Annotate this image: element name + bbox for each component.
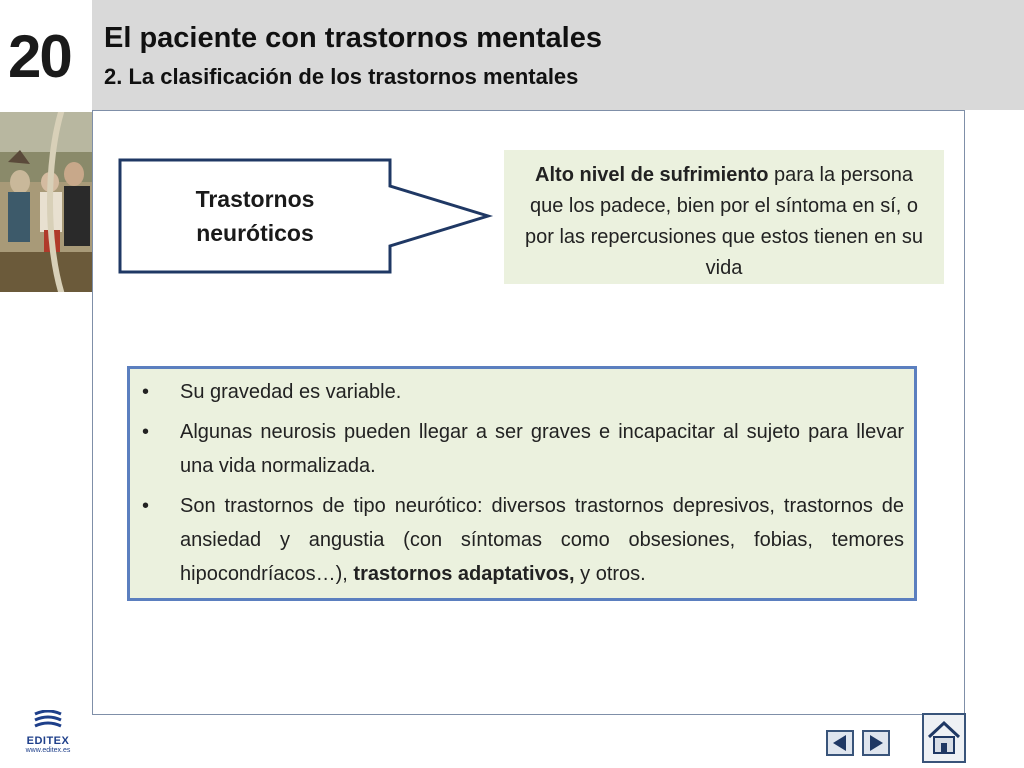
triangle-right-icon xyxy=(864,732,888,754)
description-box xyxy=(504,150,944,284)
concept-label-line1: Trastornos xyxy=(195,186,315,212)
bullet-list xyxy=(140,375,904,591)
description-text: para la persona que los padece, bien por el síntoma en sí, o por las repercusiones que estos tienen en su vida xyxy=(524,164,924,279)
bullet-text-3b: y otros. xyxy=(574,563,646,585)
editex-logo-icon xyxy=(31,710,65,728)
next-slide-button[interactable] xyxy=(862,730,890,756)
page-subtitle: 2. La clasificación de los trastornos mentales xyxy=(104,64,579,89)
bullet-text-1: Su gravedad es variable. xyxy=(180,381,402,403)
bullet-text-2: Algunas neurosis pueden llegar a ser graves e incapacitar al sujeto para llevar una vida normalizada. xyxy=(180,421,904,477)
editex-logo xyxy=(18,710,78,754)
house-icon xyxy=(924,715,964,761)
bullet-marker: • xyxy=(142,421,150,443)
painting-thumbnail xyxy=(0,112,92,292)
bullet-box xyxy=(127,366,917,601)
concept-label xyxy=(150,182,360,250)
bullet-item-3 xyxy=(140,489,904,591)
bullet-item-1 xyxy=(140,375,904,409)
triangle-left-icon xyxy=(828,732,852,754)
logo-text: EDITEX xyxy=(26,735,70,747)
bullet-text-3a: Son trastornos de tipo neurótico: diversos trastornos depresivos, trastornos de ansiedad y angustia (con síntomas como obsesiones, fobias, temores hipocondríacos…), xyxy=(180,495,904,585)
header-band xyxy=(92,0,1024,110)
bullet-item-2 xyxy=(140,415,904,483)
prev-slide-button[interactable] xyxy=(826,730,854,756)
bullet-marker: • xyxy=(142,495,150,517)
logo-url: www.editex.es xyxy=(25,747,71,754)
concept-label-line2: neuróticos xyxy=(196,220,314,246)
home-button[interactable] xyxy=(922,713,966,763)
description-bold: Alto nivel de sufrimiento xyxy=(535,164,769,186)
bullet-marker: • xyxy=(142,381,150,403)
bullet-text-3-bold: trastornos adaptativos, xyxy=(353,563,575,585)
chapter-number: 20 xyxy=(8,23,71,90)
page-title: El paciente con trastornos mentales xyxy=(104,22,602,54)
